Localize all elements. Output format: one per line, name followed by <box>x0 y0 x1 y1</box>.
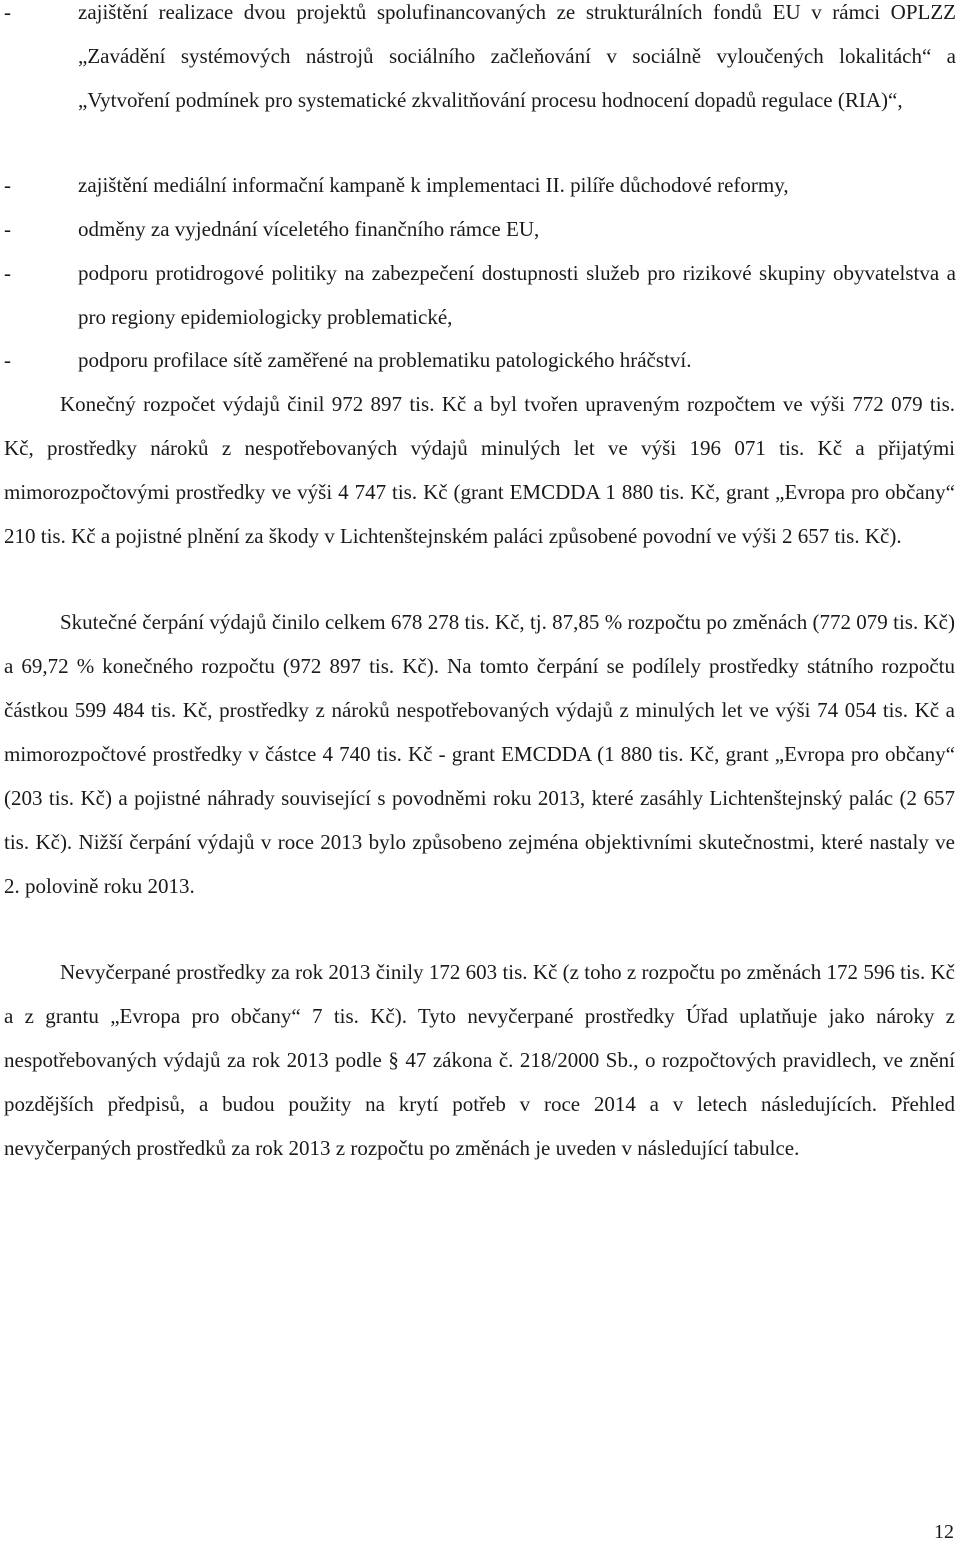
bullet-text: odměny za vyjednání víceletého finančního rámce EU, <box>78 217 540 241</box>
paragraph-unspent: Nevyčerpané prostředky za rok 2013 činily 172 603 tis. Kč (z toho z rozpočtu po změnách 172 596 tis. Kč a z grantu „Evropa pro občany“ 7 tis. Kč). Tyto nevyčerpané prostředky Úřad uplatňuje jako nároky z nespotřebovaných výdajů za rok 2013 podle § 47 zákona č. 218/2000 Sb., o rozpočtových pravidlech, ve znění pozdějších předpisů, a budou použity na krytí potřeb v roce 2014 a v letech následujících. Přehled nevyčerpaných prostředků za rok 2013 z rozpočtu po změnách je uveden v následující tabulce. <box>4 960 955 1160</box>
list-item <box>0 207 956 251</box>
list-item <box>0 251 956 339</box>
bullet-marker: - <box>4 348 11 372</box>
list-item <box>0 338 956 382</box>
bullet-marker: - <box>4 217 11 241</box>
bullet-marker: - <box>4 0 11 24</box>
bullet-text: podporu profilace sítě zaměřené na problematiku patologického hráčství. <box>78 348 692 372</box>
list-item <box>0 0 956 122</box>
bullet-marker: - <box>4 261 11 285</box>
bullet-text: zajištění realizace dvou projektů spolufinancovaných ze strukturálních fondů EU v rámci OPLZZ „Zavádění systémových nástrojů sociálního začleňování v sociálně vyloučených lokalitách“ a „Vytvoření podmínek pro systematické zkvalitňování procesu hodnocení dopadů regulace (RIA)“, <box>78 0 956 112</box>
paragraph-spending: Skutečné čerpání výdajů činilo celkem 678 278 tis. Kč, tj. 87,85 % rozpočtu po změnách (772 079 tis. Kč) a 69,72 % konečného rozpočtu (972 897 tis. Kč). Na tomto čerpání se podílely prostředky státního rozpočtu částkou 599 484 tis. Kč, prostředky z nároků nespotřebovaných výdajů z minulých let ve výši 74 054 tis. Kč a mimorozpočtové prostředky v částce 4 740 tis. Kč - grant EMCDDA (1 880 tis. Kč, grant „Evropa pro občany“ (203 tis. Kč) a pojistné náhrady související s povodněmi roku 2013, které zasáhly Lichtenštejnský palác (2 657 tis. Kč). Nižší čerpání výdajů v roce 2013 bylo způsobeno zejména objektivními skutečnostmi, které nastaly ve 2. polovině roku 2013. <box>4 610 955 898</box>
paragraph-budget: Konečný rozpočet výdajů činil 972 897 tis. Kč a byl tvořen upraveným rozpočtem ve výši 772 079 tis. Kč, prostředky nároků z nespotřebovaných výdajů minulých let ve výši 196 071 tis. Kč a přijatými mimorozpočtovými prostředky ve výši 4 747 tis. Kč (grant EMCDDA 1 880 tis. Kč, grant „Evropa pro občany“ 210 tis. Kč a pojistné plnění za škody v Lichtenštejnském paláci způsobené povodní ve výši 2 657 tis. Kč). <box>4 392 955 548</box>
list-item <box>0 163 956 207</box>
bullet-text: zajištění mediální informační kampaně k implementaci II. pilíře důchodové reformy, <box>78 173 789 197</box>
bullet-text: podporu protidrogové politiky na zabezpečení dostupnosti služeb pro rizikové skupiny obyvatelstva a pro regiony epidemiologicky problematické, <box>78 261 956 329</box>
bullet-marker: - <box>4 173 11 197</box>
page-number: 12 <box>934 1521 954 1543</box>
